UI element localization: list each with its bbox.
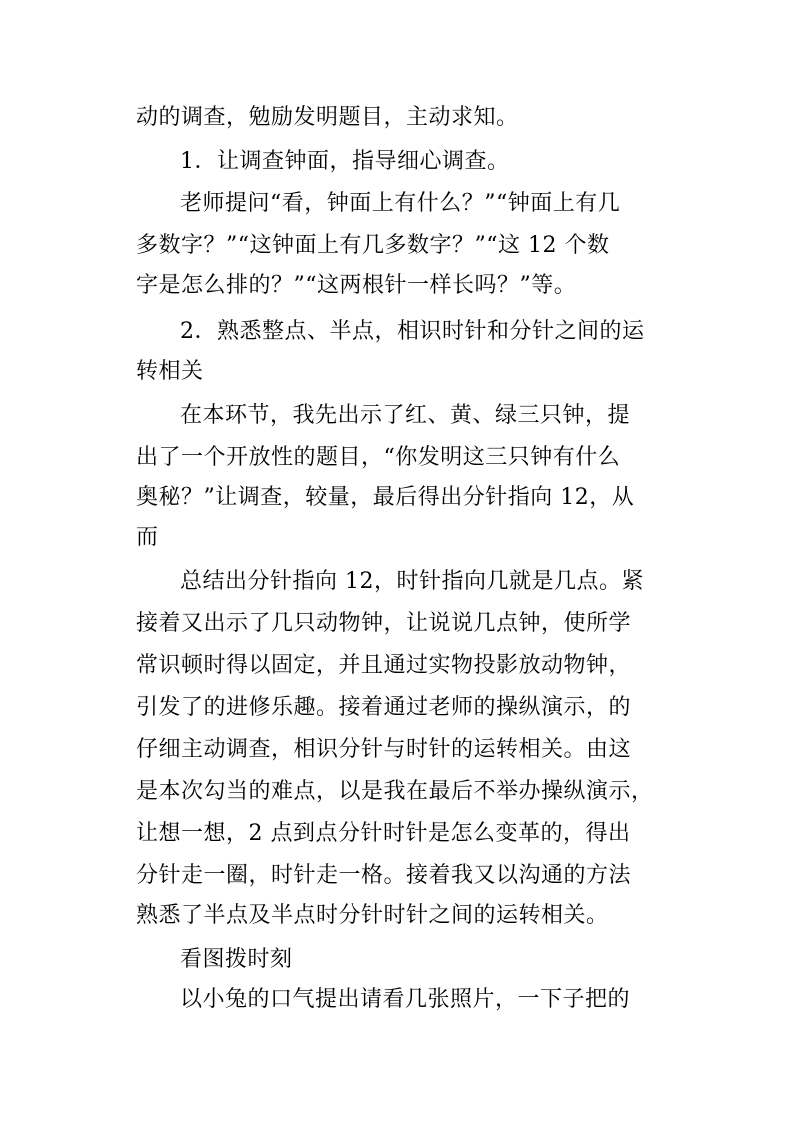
- text-line: 是本次勾当的难点，以是我在最后不举办操纵演示，: [136, 779, 654, 804]
- text-line: 转相关: [136, 359, 204, 384]
- text-line: 看图拨时刻: [180, 947, 293, 972]
- text-line: 以小兔的口气提出请看几张照片，一下子把的: [180, 987, 631, 1012]
- text-line: 总结出分针指向 12，时针指向几就是几点。紧: [180, 569, 644, 594]
- text-line: 奥秘？”让调查，较量，最后得出分针指向 12，从: [136, 485, 635, 510]
- text-line: 多数字？”“这钟面上有几多数字？”“这 12 个数: [136, 233, 610, 258]
- text-line: 2．熟悉整点、半点，相识时针和分针之间的运: [180, 319, 645, 344]
- text-line: 1．让调查钟面，指导细心调查。: [180, 149, 510, 174]
- text-line: 字是怎么排的？”“这两根针一样长吗？”等。: [136, 273, 577, 298]
- text-line: 出了一个开放性的题目，“你发明这三只钟有什么: [136, 445, 621, 470]
- text-line: 老师提问“看，钟面上有什么？”“钟面上有几: [180, 191, 621, 216]
- text-line: 接着又出示了几只动物钟，让说说几点钟，使所学: [136, 611, 632, 636]
- text-line: 引发了的进修乐趣。接着通过老师的操纵演示，的: [136, 695, 632, 720]
- text-line: 动的调查，勉励发明题目，主动求知。: [136, 105, 519, 130]
- text-line: 让想一想，2 点到点分针时针是怎么变革的，得出: [136, 821, 631, 846]
- text-line: 熟悉了半点及半点时分针时针之间的运转相关。: [136, 903, 609, 928]
- text-line: 仔细主动调查，相识分针与时针的运转相关。由这: [136, 737, 632, 762]
- text-line: 而: [136, 525, 159, 550]
- text-line: 在本环节，我先出示了红、黄、绿三只钟，提: [180, 403, 631, 428]
- text-line: 常识顿时得以固定，并且通过实物投影放动物钟，: [136, 653, 632, 678]
- text-line: 分针走一圈，时针走一格。接着我又以沟通的方法: [136, 863, 632, 888]
